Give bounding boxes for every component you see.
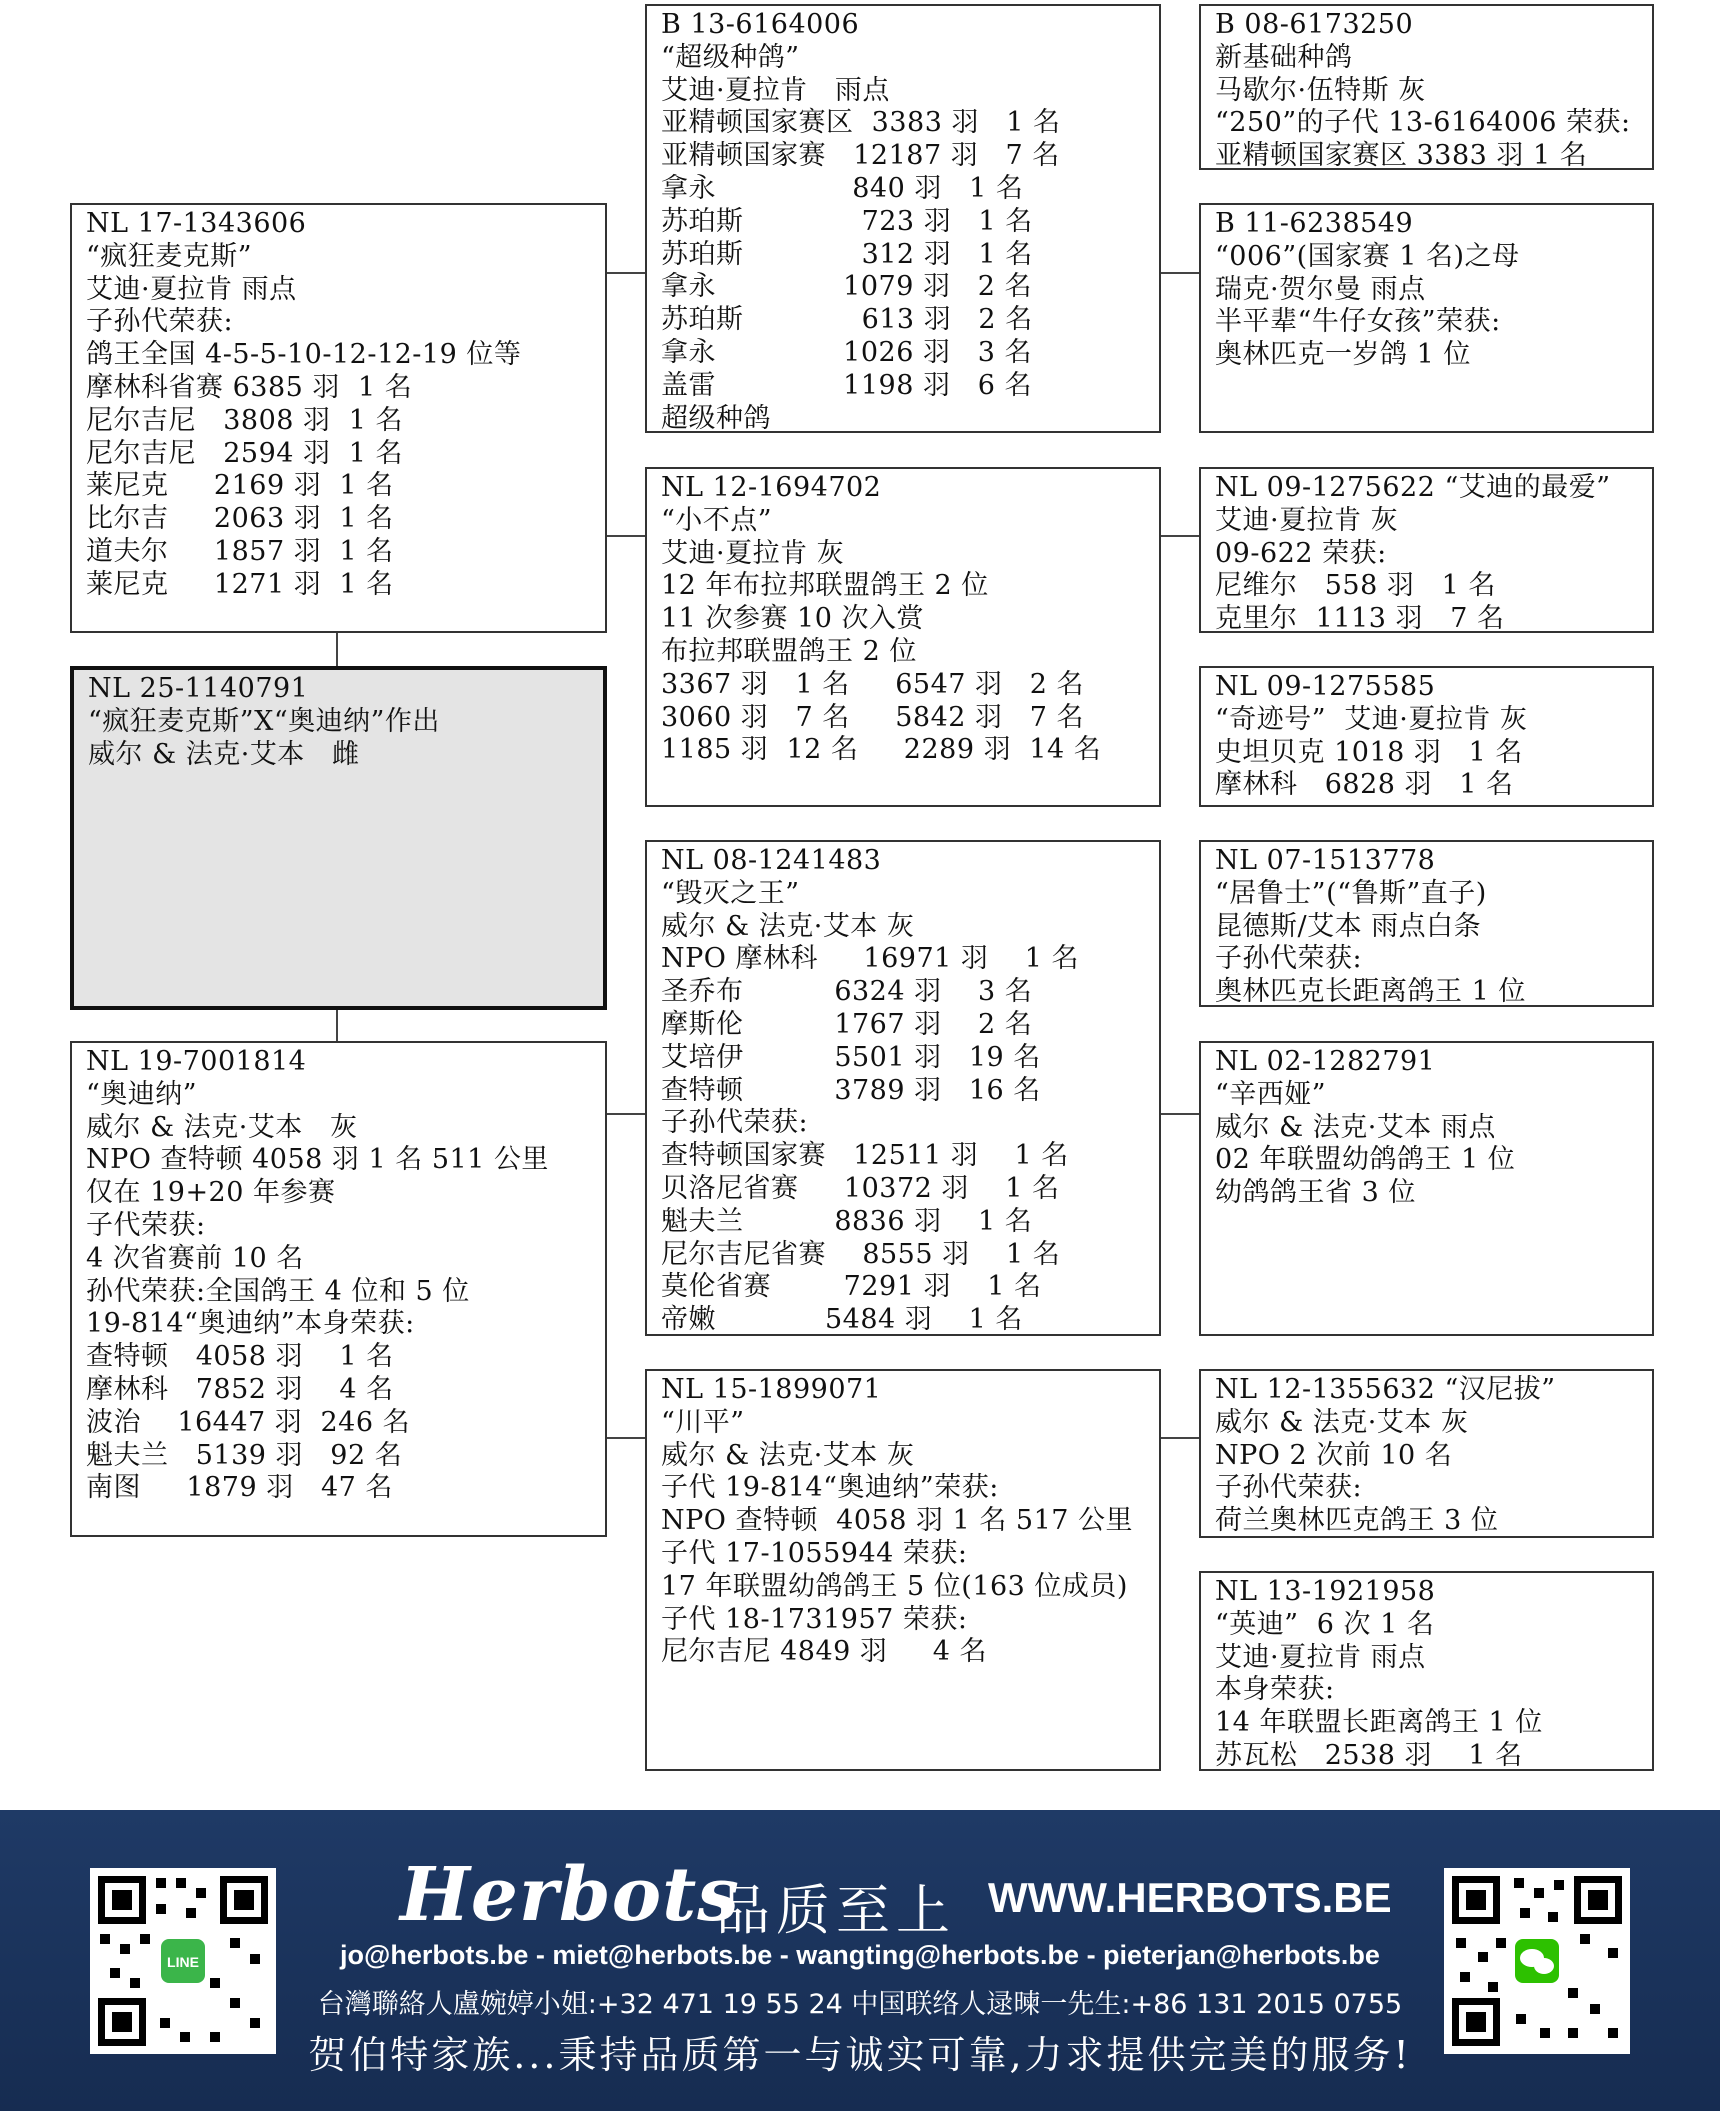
ring-number: NL 12-1694702 [661,472,882,503]
result-line: 艾培伊 5501 羽 19 名 [661,1041,1041,1073]
result-line: 苏珀斯 723 羽 1 名 [661,205,1033,237]
sire-sire-card [645,4,1161,433]
result-line: 1185 羽 12 名 2289 羽 14 名 [661,734,1102,766]
result-line: 布拉邦联盟鸽王 2 位 [661,635,917,667]
great-grandparent-card [1199,203,1654,433]
result-line: 圣乔布 6324 羽 3 名 [661,976,1033,1008]
result-line: 4 次省赛前 10 名 [86,1242,304,1274]
result-line: 02 年联盟幼鸽鸽王 1 位 [1215,1144,1516,1176]
result-line: 亚精顿国家赛区 3383 羽 1 名 [1215,140,1588,170]
result-line: 子孙代荣获: [1215,1472,1363,1504]
result-line: 史坦贝克 1018 羽 1 名 [1215,736,1523,768]
connector-line [605,1437,647,1439]
result-line: 半平辈“牛仔女孩”荣获: [1215,306,1501,338]
result-line: 查特顿 3789 羽 16 名 [661,1074,1041,1106]
result-line: 拿永 1079 羽 2 名 [661,271,1032,303]
breeder: 马歇尔·伍特斯 灰 [1215,74,1426,106]
result-line: 贝洛尼省赛 10372 羽 1 名 [661,1172,1060,1204]
result-line: 3060 羽 7 名 5842 羽 7 名 [661,701,1085,733]
result-line: NPO 2 次前 10 名 [1215,1439,1453,1471]
ring-number: NL 02-1282791 [1215,1046,1436,1077]
result-line: 苏珀斯 312 羽 1 名 [661,238,1033,270]
pigeon-name: “疯狂麦克斯” [86,240,253,272]
breeder: 威尔 & 法克·艾本 灰 [86,1111,358,1143]
result-line: 尼尔吉尼 3808 羽 1 名 [86,404,403,436]
breeder: 艾迪·夏拉肯 雨点 [661,74,890,106]
slogan: 品质至上 [716,1879,956,1942]
great-grandparent-card [1199,1041,1654,1336]
ring-number: B 13-6164006 [661,9,860,40]
pigeon-name: “川平” [661,1406,745,1438]
connector-line [1159,535,1201,537]
great-grandparent-card [1199,1369,1654,1538]
result-line: 南图 1879 羽 47 名 [86,1472,393,1504]
result-line: 子代 19-814“奥迪纳”荣获: [661,1472,999,1504]
breeder: 威尔 & 法克·艾本 灰 [1215,1406,1469,1438]
result-line: 子代 17-1055944 荣获: [661,1537,968,1569]
connector-line [605,535,647,537]
result-line: 帝嫩 5484 羽 1 名 [661,1304,1023,1336]
breeder: 威尔 & 法克·艾本 灰 [661,1439,915,1471]
pigeon-name: “毁灭之王” [661,877,800,909]
result-line: 幼鸽鸽王省 3 位 [1215,1177,1416,1209]
result-line: 尼尔吉尼 4849 羽 4 名 [661,1636,988,1668]
result-line: 仅在 19+20 年参赛 [86,1177,336,1209]
result-line: 17 年联盟幼鸽鸽王 5 位(163 位成员) [661,1570,1128,1602]
contact-phones: 台灣聯絡人盧婉婷小姐:+32 471 19 55 24 中国联络人逯暕一先生:+86 131 2015 0755 [317,1989,1403,2020]
pigeon-name: “奇迹号” 艾迪·夏拉肯 灰 [1215,703,1528,735]
result-line: NPO 查特顿 4058 羽 1 名 511 公里 [86,1144,549,1176]
breeder: 瑞克·贺尔曼 雨点 [1215,273,1426,305]
connector-line [336,1006,338,1042]
qr-code-icon [1444,1868,1630,2054]
result-line: 苏瓦松 2538 羽 1 名 [1215,1739,1523,1771]
result-line: 莱尼克 1271 羽 1 名 [86,568,394,600]
great-grandparent-card [1199,4,1654,170]
connector-line [605,1113,647,1115]
breeder: 艾迪·夏拉肯 雨点 [1215,1641,1426,1673]
sire-dam-card [645,467,1161,807]
result-line: 波治 16447 羽 246 名 [86,1406,411,1438]
result-line: 11 次参赛 10 次入赏 [661,603,924,635]
result-line: 摩林科省赛 6385 羽 1 名 [86,371,413,403]
pigeon-name: “超级种鸽” [661,41,800,73]
result-line: 荷兰奥林匹克鸽王 3 位 [1215,1505,1499,1537]
breeder: 艾迪·夏拉肯 灰 [661,537,845,569]
result-line: 道夫尔 1857 羽 1 名 [86,535,394,567]
result-line: 莱尼克 2169 羽 1 名 [86,470,394,502]
connector-line [1159,1437,1201,1439]
breeder: 威尔 & 法克·艾本 雨点 [1215,1111,1496,1143]
result-line: 子代荣获: [86,1209,206,1241]
result-line: 超级种鸽 [661,402,771,433]
result-line: 19-814“奥迪纳”本身荣获: [86,1308,415,1340]
footer-banner [0,1810,1720,2111]
result-line: 查特顿国家赛 12511 羽 1 名 [661,1140,1069,1172]
result-line: 09-622 荣获: [1215,537,1387,569]
dam-dam-card [645,1369,1161,1771]
result-line: 尼尔吉尼 2594 羽 1 名 [86,437,403,469]
company-motto: 贺伯特家族...秉持品质第一与诚实可靠,力求提供完美的服务! [308,2033,1412,2077]
ring-number: NL 13-1921958 [1215,1576,1436,1607]
result-line: 魁夫兰 5139 羽 92 名 [86,1439,403,1471]
result-line: 子孙代荣获: [1215,943,1363,975]
ring-number: NL 09-1275622 “艾迪的最爱” [1215,472,1611,503]
breeder: 威尔 & 法克·艾本 雌 [88,738,360,770]
result-line: NPO 查特顿 4058 羽 1 名 517 公里 [661,1505,1134,1537]
wechat-qr-code[interactable] [1444,1868,1630,2054]
result-line: 3367 羽 1 名 6547 羽 2 名 [661,668,1085,700]
pigeon-name: “006”(国家赛 1 名)之母 [1215,240,1520,272]
great-grandparent-card [1199,467,1654,633]
breeder: 昆德斯/艾本 雨点白条 [1215,910,1482,942]
great-grandparent-card [1199,1571,1654,1771]
sire-card [70,203,607,633]
email-addresses[interactable]: jo@herbots.be - miet@herbots.be - wangting@herbots.be - pieterjan@herbots.be [340,1940,1380,1970]
result-line: 亚精顿国家赛 12187 羽 7 名 [661,140,1060,172]
result-line: 魁夫兰 8836 羽 1 名 [661,1205,1033,1237]
breeder: 艾迪·夏拉肯 灰 [1215,504,1399,536]
svg-text:LINE: LINE [167,1954,199,1970]
herbots-logo: Herbots [400,1852,740,1938]
result-line: 子孙代荣获: [661,1107,809,1139]
great-grandparent-card [1199,666,1654,807]
result-line: 14 年联盟长距离鸽王 1 位 [1215,1707,1543,1739]
great-grandparent-card [1199,840,1654,1007]
breeder: 威尔 & 法克·艾本 灰 [661,910,915,942]
result-line: “250”的子代 13-6164006 荣获: [1215,107,1631,139]
ring-number: NL 19-7001814 [86,1046,307,1077]
result-line: 尼尔吉尼省赛 8555 羽 1 名 [661,1238,1061,1270]
breeder: 艾迪·夏拉肯 雨点 [86,273,297,305]
result-line: 尼维尔 558 羽 1 名 [1215,570,1496,602]
pigeon-name: “小不点” [661,504,773,536]
pigeon-name: 新基础种鸽 [1215,41,1353,73]
ring-number: NL 12-1355632 “汉尼拔” [1215,1374,1556,1405]
result-line: 本身荣获: [1215,1674,1335,1706]
ring-number: B 11-6238549 [1215,208,1414,239]
result-line: NPO 摩林科 16971 羽 1 名 [661,943,1079,975]
ring-number: NL 15-1899071 [661,1374,882,1405]
dam-card [70,1041,607,1537]
result-line: 子代 18-1731957 荣获: [661,1603,968,1635]
connector-line [1159,272,1201,274]
connector-line [1159,1113,1201,1115]
result-line: 莫伦省赛 7291 羽 1 名 [661,1271,1042,1303]
result-line: 摩斯伦 1767 羽 2 名 [661,1008,1033,1040]
result-line: 查特顿 4058 羽 1 名 [86,1341,394,1373]
ring-number: NL 25-1140791 [88,673,309,704]
result-line: 奥林匹克长距离鸽王 1 位 [1215,976,1526,1007]
website-link[interactable]: WWW.HERBOTS.BE [988,1874,1392,1921]
parentage: “疯狂麦克斯”X“奥迪纳”作出 [88,705,440,737]
ring-number: NL 09-1275585 [1215,671,1436,702]
ring-number: NL 07-1513778 [1215,845,1436,876]
result-line: 摩林科 7852 羽 4 名 [86,1373,394,1405]
result-line: 奥林匹克一岁鸽 1 位 [1215,339,1471,371]
ring-number: NL 17-1343606 [86,208,307,239]
ring-number: NL 08-1241483 [661,845,882,876]
result-line: 12 年布拉邦联盟鸽王 2 位 [661,570,989,602]
dam-sire-card [645,840,1161,1336]
result-line: 苏珀斯 613 羽 2 名 [661,304,1033,336]
result-line: 拿永 1026 羽 3 名 [661,336,1032,368]
ring-number: B 08-6173250 [1215,9,1414,40]
result-line: 拿永 840 羽 1 名 [661,172,1024,204]
pigeon-name: “奥迪纳” [86,1078,198,1110]
result-line: 比尔吉 2063 羽 1 名 [86,503,394,535]
result-line: 亚精顿国家赛区 3383 羽 1 名 [661,107,1061,139]
connector-line [336,632,338,668]
result-line: 鸽王全国 4-5-5-10-12-12-19 位等 [86,339,522,371]
pigeon-name: “英迪” 6 次 1 名 [1215,1608,1435,1640]
pigeon-name: “辛西娅” [1215,1078,1327,1110]
connector-line [605,272,647,274]
pigeon-name: “居鲁士”(“鲁斯”直子) [1215,877,1487,909]
result-line: 子孙代荣获: [86,306,234,338]
subject-pigeon-card [70,666,607,1010]
result-line: 盖雷 1198 羽 6 名 [661,369,1032,401]
result-line: 克里尔 1113 羽 7 名 [1215,603,1505,633]
result-line: 孙代荣获:全国鸽王 4 位和 5 位 [86,1275,470,1307]
result-line: 摩林科 6828 羽 1 名 [1215,769,1514,801]
